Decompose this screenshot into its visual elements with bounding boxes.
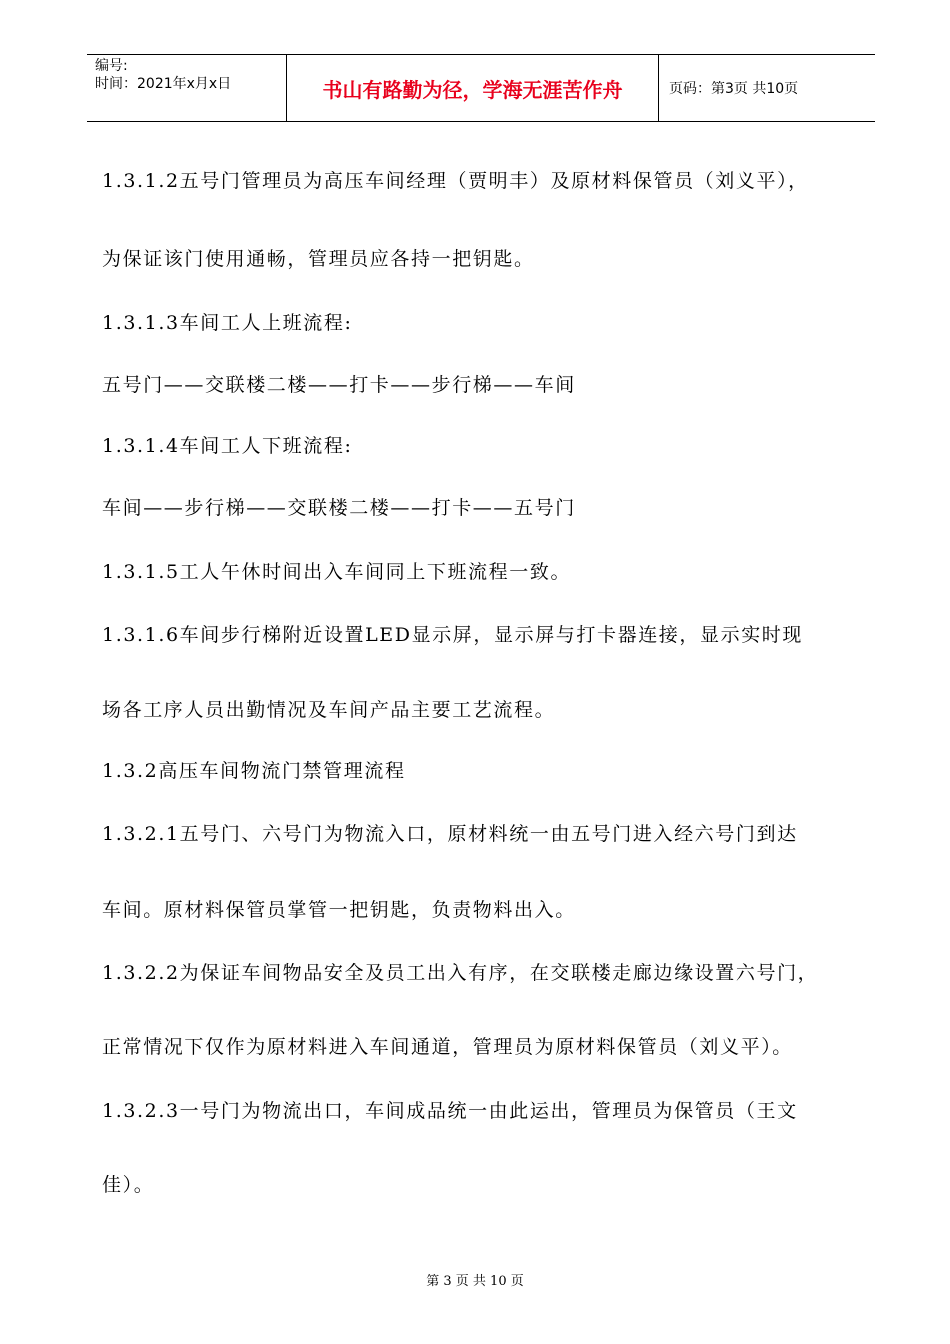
body-line: 佳）。	[102, 1174, 155, 1196]
page-footer: 第 3 页 共 10 页	[426, 1274, 524, 1289]
body-line: 场各工序人员出勤情况及车间产品主要工艺流程。	[102, 699, 556, 721]
body-line: 车间——步行梯——交联楼二楼——打卡——五号门	[102, 497, 576, 519]
body-line: 1.3.2高压车间物流门禁管理流程	[102, 760, 406, 782]
body-line: 1.3.2.3一号门为物流出口，车间成品统一由此运出，管理员为保管员（王文	[102, 1100, 798, 1122]
document-number-label: 编号:	[95, 58, 128, 74]
body-line: 1.3.1.3车间工人上班流程:	[102, 312, 353, 334]
body-line: 为保证该门使用通畅，管理员应各持一把钥匙。	[102, 248, 535, 270]
body-line: 1.3.1.6车间步行梯附近设置LED显示屏，显示屏与打卡器连接，显示实时现	[102, 624, 803, 646]
body-line: 1.3.1.5工人午休时间出入车间同上下班流程一致。	[102, 561, 572, 583]
body-line: 车间。原材料保管员掌管一把钥匙，负责物料出入。	[102, 899, 576, 921]
body-line: 1.3.1.2五号门管理员为高压车间经理（贾明丰）及原材料保管员（刘义平），	[102, 170, 809, 192]
header-page-number: 页码：第3页 共10页	[669, 81, 799, 97]
body-line: 五号门——交联楼二楼——打卡——步行梯——车间	[102, 374, 576, 396]
body-line: 1.3.1.4车间工人下班流程:	[102, 435, 353, 457]
body-line: 正常情况下仅作为原材料进入车间通道，管理员为原材料保管员（刘义平）。	[102, 1036, 793, 1058]
header-meta	[87, 55, 287, 121]
document-time-label: 时间：2021年x月x日	[95, 76, 232, 92]
body-line: 1.3.2.2为保证车间物品安全及员工出入有序，在交联楼走廊边缘设置六号门，	[102, 962, 819, 984]
header-motto: 书山有路勤为径，学海无涯苦作舟	[287, 55, 659, 121]
body-line: 1.3.2.1五号门、六号门为物流入口，原材料统一由五号门进入经六号门到达	[102, 823, 798, 845]
page-header	[87, 54, 875, 122]
